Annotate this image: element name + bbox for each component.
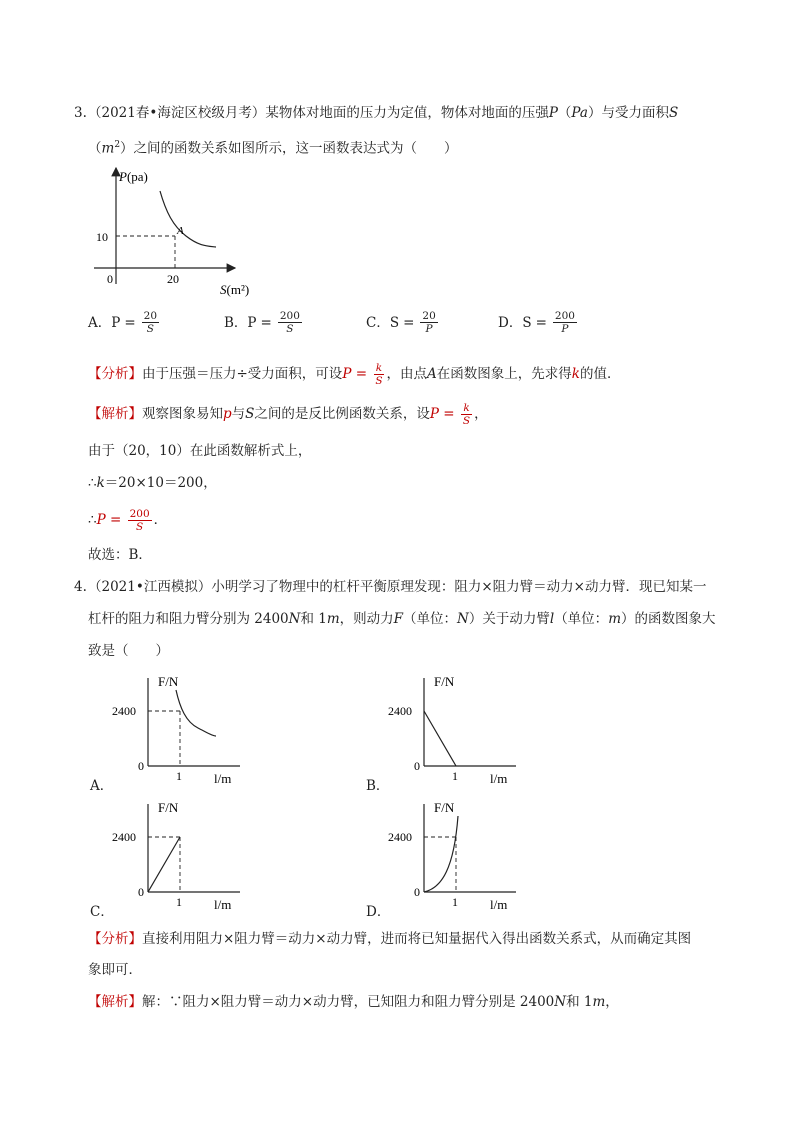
q4b-line	[424, 711, 456, 766]
svg-text:l/m: l/m	[214, 771, 232, 785]
q3-option-b[interactable]: B． P = $\frac{200}{S}$	[224, 310, 300, 335]
svg-text:0: 0	[414, 885, 420, 899]
q4c-line	[148, 837, 180, 892]
svg-text:F/N: F/N	[158, 674, 179, 689]
q4-graph-d[interactable]	[384, 796, 524, 911]
q4-stem-line1: （2021•江西模拟）小明学习了物理中的杠杆平衡原理发现：阻力×阻力臂＝动力×动力臂．现已知某一	[88, 579, 707, 595]
q3-stem-line2: $(m^2)$之间的函数关系如图所示，这一函数表达式为（ ）	[88, 140, 458, 157]
x-label: S(m²)	[220, 282, 250, 297]
q4-solution: 【解析】解：∵阻力×阻力臂＝动力×动力臂，已知阻力和阻力臂分别是 2400N和 1m，	[88, 994, 619, 1010]
svg-text:1: 1	[452, 769, 458, 783]
svg-text:0: 0	[414, 759, 420, 773]
q4d-curve	[424, 816, 458, 892]
q4-option-c[interactable]: C．	[90, 904, 114, 920]
q3-graph	[88, 164, 268, 299]
q4-analysis-line2: 象即可．	[88, 962, 142, 978]
x-tick-20: 20	[167, 272, 179, 286]
svg-text:0: 0	[138, 885, 144, 899]
svg-text:F/N: F/N	[158, 800, 179, 815]
q3-solution: 【解析】观察图象易知p与S之间的是反比例函数关系，设P = $\frac{k}{S}$ ，	[88, 402, 488, 427]
q4-analysis-line1: 【分析】直接利用阻力×阻力臂＝动力×动力臂，进而将已知量据代入得出函数关系式，从而确定其图	[88, 931, 692, 947]
q3-analysis: 【分析】由于压强＝压力÷受力面积，可设P = $\frac{k}{S}$ ，由点A在函数图象上，先求得k的值．	[88, 362, 621, 387]
svg-text:F/N: F/N	[434, 800, 455, 815]
q4-option-d[interactable]: D．	[366, 904, 391, 920]
q4-stem-line3: 致是（ ）	[88, 643, 169, 659]
svg-text:l/m: l/m	[214, 897, 232, 911]
q4-number: 4.	[74, 579, 87, 595]
q3-option-d[interactable]: D． S = $\frac{200}{P}$	[498, 310, 575, 335]
q3-step3: ∴P = $\frac{200}{S}$ ．	[88, 508, 168, 533]
q4-stem-line2: 杠杆的阻力和阻力臂分别为 2400N和 1m，则动力F（单位：N）关于动力臂l（单位：m）的函数图象大	[88, 611, 716, 627]
q3-option-c[interactable]: C． S = $\frac{20}{P}$	[366, 310, 436, 335]
q4-graph-b[interactable]	[384, 670, 524, 785]
svg-text:0: 0	[138, 759, 144, 773]
svg-text:2400: 2400	[112, 704, 136, 718]
svg-text:F/N: F/N	[434, 674, 455, 689]
svg-text:2400: 2400	[388, 830, 412, 844]
y-tick-10: 10	[96, 230, 108, 244]
q4a-curve	[176, 690, 216, 736]
point-a-label: A	[177, 225, 184, 237]
q3-step2: ∴k＝20×10＝200，	[88, 475, 217, 491]
q4-graph-a[interactable]	[108, 670, 248, 785]
hyperbola-curve	[160, 191, 216, 247]
q3-number: 3.	[74, 105, 87, 121]
svg-text:l/m: l/m	[490, 897, 508, 911]
q4-graph-c[interactable]	[108, 796, 248, 911]
q3-option-a[interactable]: A． P = $\frac{20}{S}$	[88, 310, 158, 335]
q3-step1: 由于（20，10）在此函数解析式上，	[88, 443, 312, 459]
svg-text:1: 1	[176, 895, 182, 909]
svg-text:1: 1	[452, 895, 458, 909]
svg-text:2400: 2400	[112, 830, 136, 844]
svg-text:2400: 2400	[388, 704, 412, 718]
q3-answer: 故选：B．	[88, 547, 152, 563]
svg-text:l/m: l/m	[490, 771, 508, 785]
y-label: P(pa)	[119, 169, 148, 184]
svg-text:1: 1	[176, 769, 182, 783]
q4-option-a[interactable]: A．	[90, 778, 114, 794]
q3-stem-line1: （2021春•海淀区校级月考）某物体对地面的压力为定值，物体对地面的压强P（Pa）与受力面积S	[88, 105, 679, 121]
origin-label: 0	[107, 272, 113, 286]
q4-option-b[interactable]: B．	[366, 778, 390, 794]
